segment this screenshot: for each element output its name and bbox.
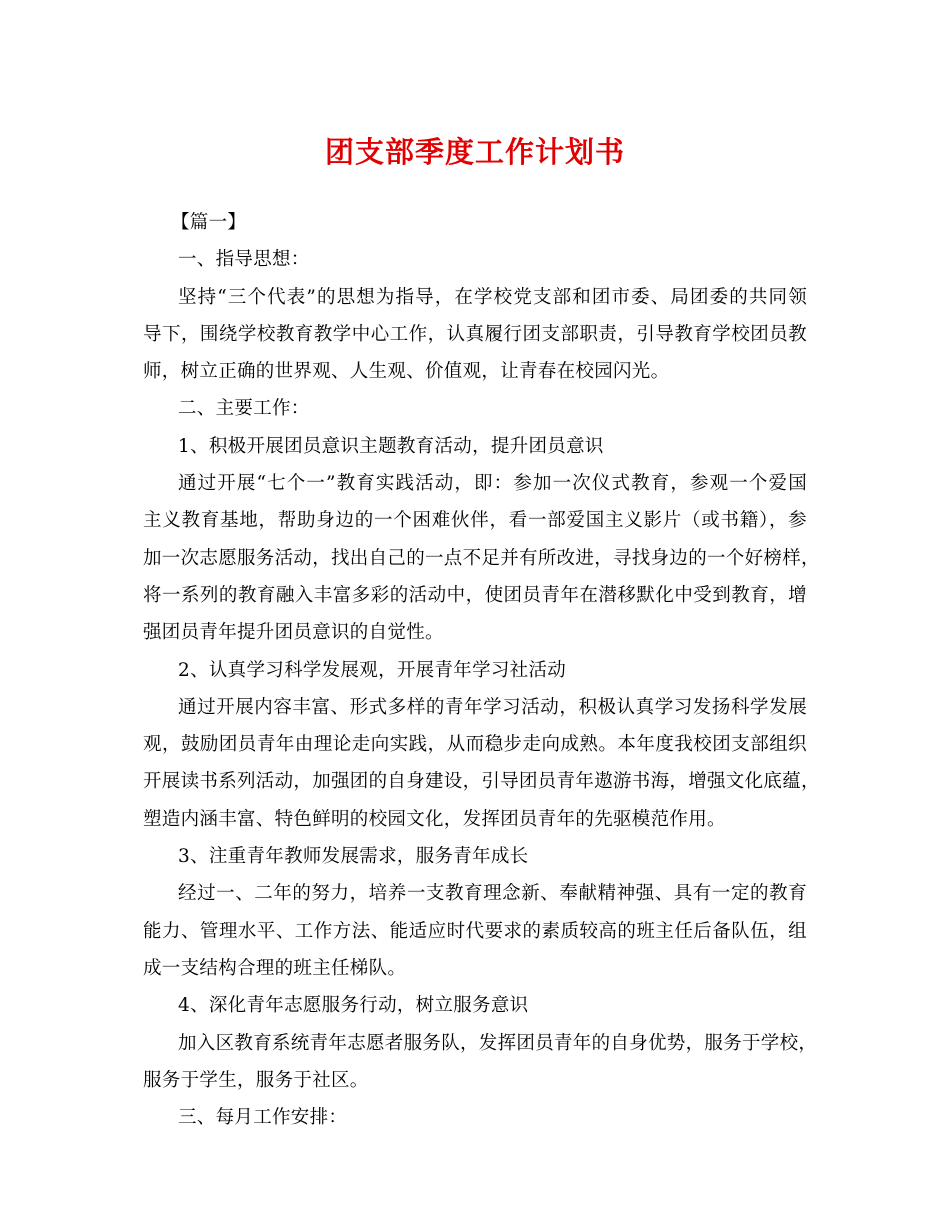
paragraph-line: 加一次志愿服务活动，找出自己的一点不足并有所改进，寻找身边的一个好榜样， <box>143 547 820 569</box>
paragraph-line: 将一系列的教育融入丰富多彩的活动中，使团员青年在潜移默化中受到教育，增 <box>143 584 807 606</box>
document-body <box>143 204 820 1136</box>
paragraph-line: 导下，围绕学校教育教学中心工作，认真履行团支部职责，引导教育学校团员教 <box>143 323 807 345</box>
subheading-item-4: 4、深化青年志愿服务行动，树立服务意识 <box>178 995 529 1017</box>
paragraph-line: 强团员青年提升团员意识的自觉性。 <box>143 622 444 644</box>
paragraph-line: 加入区教育系统青年志愿者服务队，发挥团员青年的自身优势，服务于学校， <box>178 1032 818 1054</box>
subheading-item-3: 3、注重青年教师发展需求，服务青年成长 <box>178 846 529 868</box>
paragraph-line: 能力、管理水平、工作方法、能适应时代要求的素质较高的班主任后备队伍，组 <box>143 920 807 942</box>
subheading-item-2: 2、认真学习科学发展观，开展青年学习社活动 <box>178 659 567 681</box>
paragraph-line: 师，树立正确的世界观、人生观、价值观，让青春在校园闪光。 <box>143 361 670 383</box>
paragraph-line: 通过开展内容丰富、形式多样的青年学习活动，积极认真学习发扬科学发展 <box>178 696 807 718</box>
section-label: 【篇一】 <box>171 212 247 233</box>
paragraph-line: 服务于学生，服务于社区。 <box>143 1069 369 1091</box>
paragraph-line: 塑造内涵丰富、特色鲜明的校园文化，发挥团员青年的先驱模范作用。 <box>143 808 726 830</box>
paragraph-line: 通过开展“七个一”教育实践活动，即：参加一次仪式教育，参观一个爱国 <box>178 473 807 495</box>
heading-monthly-schedule: 三、每月工作安排： <box>178 1107 348 1129</box>
paragraph-line: 观，鼓励团员青年由理论走向实践，从而稳步走向成熟。本年度我校团支部组织 <box>143 734 807 756</box>
paragraph-line: 经过一、二年的努力，培养一支教育理念新、奉献精神强、具有一定的教育 <box>178 883 807 905</box>
heading-main-work: 二、主要工作： <box>178 398 310 420</box>
document-title: 团支部季度工作计划书 <box>324 135 625 169</box>
paragraph-line: 主义教育基地，帮助身边的一个困难伙伴，看一部爱国主义影片（或书籍），参 <box>143 510 807 532</box>
heading-guiding-ideology: 一、指导思想： <box>178 249 310 271</box>
paragraph-line: 开展读书系列活动，加强团的自身建设，引导团员青年遨游书海，增强文化底蕴， <box>143 771 820 793</box>
paragraph-line: 坚持“三个代表”的思想为指导，在学校党支部和团市委、局团委的共同领 <box>178 286 807 308</box>
subheading-item-1: 1、积极开展团员意识主题教育活动，提升团员意识 <box>178 435 604 457</box>
paragraph-line: 成一支结构合理的班主任梯队。 <box>143 957 407 979</box>
